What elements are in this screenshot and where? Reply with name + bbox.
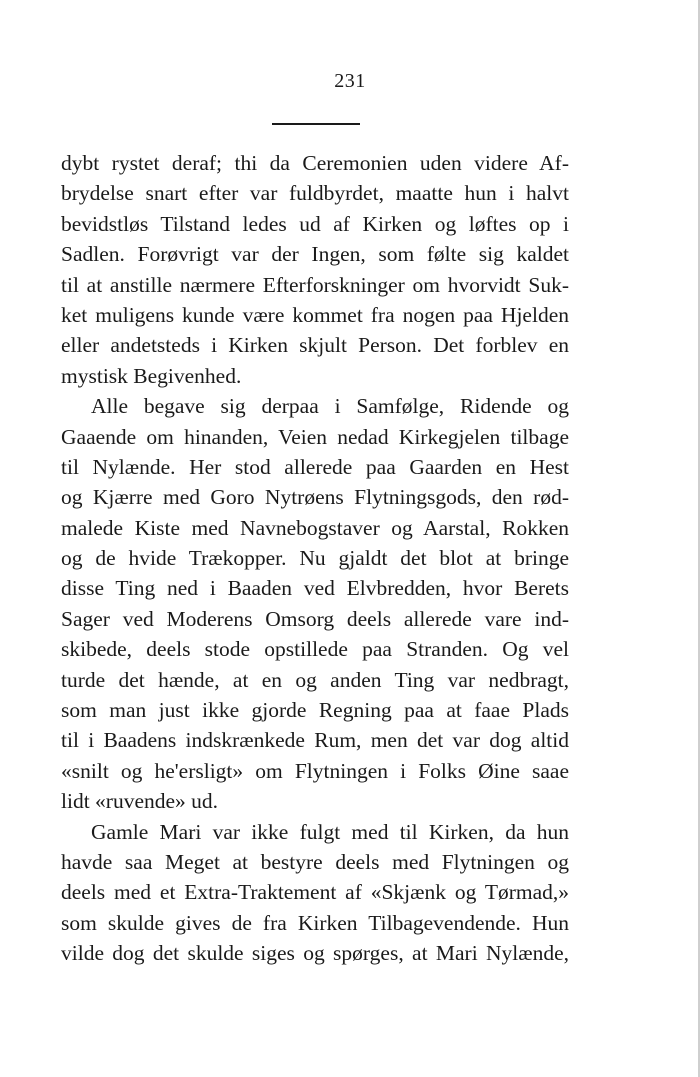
text-line: ket muligens kunde være kommet fra nogen paa Hjelden — [61, 302, 569, 327]
paragraph — [61, 817, 569, 969]
page-number: 231 — [334, 70, 366, 92]
text-line: som man just ikke gjorde Regning paa at faae Plads — [61, 698, 569, 723]
text-line: dybt rystet deraf; thi da Ceremonien uden videre Af- — [61, 151, 569, 175]
paragraph — [61, 148, 569, 391]
text-line: disse Ting ned i Baaden ved Elvbredden, hvor Berets — [61, 576, 569, 601]
text-line: som skulde gives de fra Kirken Tilbagevendende. Hun — [61, 910, 569, 935]
text-line: til Nylænde. Her stod allerede paa Gaarden en Hest — [61, 454, 569, 479]
text-line: «snilt og he'ersligt» om Flytningen i Folks Øine saae — [61, 758, 569, 783]
text-line: til at anstille nærmere Efterforskninger om hvorvidt Suk- — [61, 272, 569, 297]
text-line: bevidstløs Tilstand ledes ud af Kirken og løftes op i — [61, 211, 569, 236]
text-line: og Kjærre med Goro Nytrøens Flytningsgods, den rød- — [61, 485, 569, 510]
text-line: lidt «ruvende» ud. — [61, 789, 219, 814]
text-line: turde det hænde, at en og anden Ting var nedbragt, — [61, 667, 569, 692]
paragraph — [61, 391, 569, 816]
text-line: eller andetsteds i Kirken skjult Person. Det forblev en — [61, 333, 569, 358]
text-line: mystisk Begivenhed. — [61, 363, 242, 388]
text-line: Gaaende om hinanden, Veien nedad Kirkegjelen tilbage — [61, 424, 569, 449]
body-text — [61, 148, 569, 969]
text-line: havde saa Meget at bestyre deels med Flytningen og — [61, 849, 569, 874]
text-line: Sadlen. Forøvrigt var der Ingen, som følte sig kaldet — [61, 242, 569, 267]
text-line: malede Kiste med Navnebogstaver og Aarstal, Rokken — [61, 515, 569, 540]
text-line: brydelse snart efter var fuldbyrdet, maatte hun i halvt — [61, 181, 569, 206]
text-line: deels med et Extra-Traktement af «Skjænk og Tørmad,» — [61, 880, 569, 905]
text-line: vilde dog det skulde siges og spørges, at Mari Nylænde, — [61, 941, 569, 966]
text-line: Alle begave sig derpaa i Samfølge, Ridende og — [91, 394, 569, 419]
text-line: skibede, deels stode opstillede paa Stranden. Og vel — [61, 637, 569, 662]
text-line: til i Baadens indskrænkede Rum, men det var dog altid — [61, 728, 569, 753]
text-line: Gamle Mari var ikke fulgt med til Kirken, da hun — [91, 819, 569, 844]
text-line: Sager ved Moderens Omsorg deels allerede vare ind- — [61, 606, 569, 631]
header-rule — [272, 123, 360, 125]
text-line: og de hvide Trækopper. Nu gjaldt det blot at bringe — [61, 546, 569, 571]
